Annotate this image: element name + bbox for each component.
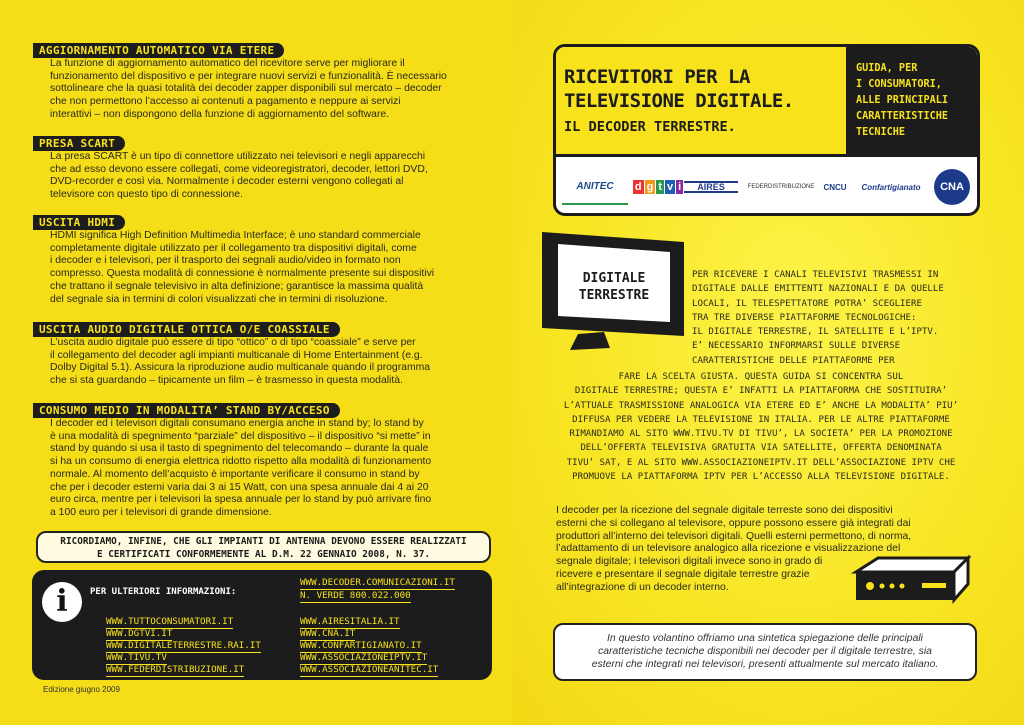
toll-free-number[interactable]: N. VERDE 800.022.000 [300, 590, 411, 601]
section-title-auto-update: AGGIORNAMENTO AUTOMATICO VIA ETERE [33, 43, 284, 58]
subtitle: IL DECODER TERRESTRE. [564, 119, 736, 135]
link-tivu[interactable]: WWW.TIVU.TV [106, 652, 167, 663]
text-line: segnale digitale; i televisori digitali invece sono in grado di [556, 556, 823, 568]
text-line: stand by quando si usa il tasto di spegnimento del telecomando – durante la quale [50, 443, 429, 455]
caps-line: DIGITALE DALLE EMITTENTI NAZIONALI E DA QUELLE [692, 284, 944, 295]
text-line: i decoder e i televisori, per il trasporto dei segnali audio/video in formato non [50, 255, 401, 267]
section-body-hdmi [50, 230, 490, 306]
text-line: il collegamento del decoder agli impianti multicanale di Home Entertainment (e.g. [50, 349, 423, 361]
logo-cncu: CNCU [823, 182, 847, 192]
platforms-detail [552, 370, 970, 484]
text-line: che si sta guardando – tipicamente un film – è trasmesso in questa modalità. [50, 375, 403, 387]
text-line: euro circa, mentre per i televisori la spesa annuale per lo stand by può arrivare fino [50, 494, 432, 506]
section-title-audio-output: USCITA AUDIO DIGITALE OTTICA O/E COASSIALE [33, 322, 340, 337]
logo-dgtvi [634, 169, 682, 205]
text-line: completamente digitale utilizzato per il collegamento tra dispositivi digitali, come [50, 242, 417, 254]
logo-dgtvi-letter: g [646, 181, 654, 193]
link-federdistribuzione[interactable]: WWW.FEDERDISTRIBUZIONE.IT [106, 664, 245, 675]
link-tuttoconsumatori[interactable]: WWW.TUTTOCONSUMATORI.IT [106, 616, 234, 627]
link-cna[interactable]: WWW.CNA.IT [300, 628, 356, 639]
text-line: Dolby Digital 5.1). Assicura la riproduzione audio multicanale quando il programma [50, 362, 431, 374]
tv-screen-label [560, 270, 668, 304]
caps-line: RIMANDIAMO AL SITO WWW.TIVU.TV DI TIVU’, LA SOCIETA’ PER LA PROMOZIONE [569, 429, 953, 440]
guide-tagline [846, 47, 977, 157]
text-line: l’adattamento di un televisore analogico alla ricezione e visualizzazione del [556, 543, 901, 555]
edition-date: Edizione giugno 2009 [43, 685, 120, 694]
section-body-scart [50, 151, 490, 202]
section-title-standby: CONSUMO MEDIO IN MODALITA’ STAND BY/ACCESO [33, 403, 340, 418]
notice-line: E CERTIFICATI CONFORMEMENTE AL D.M. 22 GENNAIO 2008, N. 37. [96, 549, 430, 560]
logo-dgtvi-letter: d [634, 181, 642, 193]
text-line: che per i decoder esterni varia dai 3 ai 15 Watt, con una spesa annuale dai 4 ai 20 [50, 481, 429, 493]
text-line: funzionamento del dispositivo e per integrare nuovi servizi e funzionalità. È necessario [50, 70, 447, 82]
tv-stand [570, 332, 610, 350]
text-line: La presa SCART è un tipo di connettore utilizzato nei televisori e negli apparecchi [50, 151, 426, 162]
title-band [556, 47, 977, 157]
logo-confartigianato: Confartigianato [861, 182, 921, 192]
text-line: sottolineare che la quasi totalità dei decoder zapper disponibili sul mercato – decoder [50, 83, 442, 95]
caps-line: PER RICEVERE I CANALI TELEVISIVI TRASMESSI IN [692, 270, 939, 280]
section-body-auto-update [50, 58, 490, 122]
notice-line: RICORDIAMO, INFINE, CHE GLI IMPIANTI DI ANTENNA DEVONO ESSERE REALIZZATI [60, 536, 467, 547]
text-line: L’uscita audio digitale può essere di tipo “ottico” o di tipo “coassiale” e serve per [50, 337, 416, 348]
platforms-intro [692, 268, 944, 368]
logo-cna: CNA [934, 169, 970, 205]
text-line: all’integrazione di un decoder interno. [556, 581, 729, 593]
logo-dgtvi-letter: t [658, 181, 662, 193]
info-icon: i [42, 582, 82, 622]
text-line: DVD-recorder e così via. Normalmente i decoder esterni vengono collegati al [50, 176, 404, 188]
link-dgtvi[interactable]: WWW.DGTVI.IT [106, 628, 173, 639]
more-info-box [32, 570, 492, 680]
caps-line: L’ATTUALE TRASMISSIONE ANALOGICA VIA ETERE ED E’ ANCHE LA MODALITA’ PIU’ [563, 400, 959, 411]
logo-anitec: ANITEC [562, 169, 628, 205]
text-line: normale. Al momento dell’acquisto è importante verificare il consumo in stand by [50, 468, 420, 480]
section-body-standby [50, 418, 490, 520]
link-associazioneiptv[interactable]: WWW.ASSOCIAZIONEIPTV.IT [300, 652, 428, 663]
text-line: che ad esso devono essere collegati, come videoregistratori, decoder, lettori DVD, [50, 163, 428, 175]
summary-line: caratteristiche tecniche disponibili nei decoder per il digitale terrestre, sia [598, 646, 932, 657]
caps-line: DELL’OFFERTA TELEVISIVA GRATUITA VIA SATELLITE, OFFERTA DENOMINATA [580, 443, 942, 454]
text-line: interattivi – non dispongono della funzione di aggiornamento del software. [50, 108, 390, 120]
text-line: I decoder per la ricezione del segnale digitale terreste sono dei dispositivi [556, 505, 893, 516]
summary-line: esterni che integrati nei televisori, presenti attualmente sul mercato italiano. [591, 659, 939, 670]
text-line: produttori all’interno dei televisori digitali. Quelli esterni permettono, di norma, [556, 530, 912, 542]
decoder-button [866, 582, 874, 590]
caps-line: TIVU’ SAT, E AL SITO WWW.ASSOCIAZIONEIPTV.IT DELL’ASSOCIAZIONE IPTV CHE [566, 457, 956, 468]
tagline-line: I CONSUMATORI, [856, 79, 942, 90]
section-body-audio-output [50, 337, 490, 388]
main-title-line: RICEVITORI PER LA [564, 66, 750, 88]
text-line: è una modalità di spegnimento “parziale” del dispositivo – il dispositivo “si mette” in [50, 430, 431, 442]
link-confartigianato[interactable]: WWW.CONFARTIGIANATO.IT [300, 640, 422, 651]
decoder-button [880, 584, 885, 589]
text-line: I decoder ed i televisori digitali consumano energia anche in stand by; lo stand by [50, 418, 424, 429]
decoder-top [856, 558, 968, 572]
tagline-line: GUIDA, PER [856, 63, 918, 74]
link-decoder-comunicazioni[interactable]: WWW.DECODER.COMUNICAZIONI.IT [300, 577, 455, 588]
caps-line: IL DIGITALE TERRESTRE, IL SATELLITE E L’IPTV. [692, 327, 939, 338]
antenna-notice-box [36, 531, 491, 563]
text-line: televisore con questo tipo di connessione. [50, 189, 243, 201]
caps-line: LOCALI, IL TELESPETTATORE POTRA’ SCEGLIERE [692, 298, 922, 309]
leaflet-summary-box [553, 623, 977, 681]
text-line: che non permettono l’accesso ai contenuti a pagamento e neppure ai servizi [50, 96, 401, 108]
tv-label-line: DIGITALE [582, 271, 646, 286]
link-associazioneanitec[interactable]: WWW.ASSOCIAZIONEANITEC.IT [300, 664, 439, 675]
decoder-button [900, 584, 905, 589]
caps-line: E’ NECESSARIO INFORMARSI SULLE DIVERSE [692, 341, 901, 352]
decoder-button [890, 584, 895, 589]
text-line: che trattano il segnale televisivo in alta definizione; garantisce la massima qualità [50, 280, 424, 292]
text-line: del segnale sia in termini di colori visualizzati che in termini di risoluzione. [50, 293, 388, 305]
caps-line: CARATTERISTICHE DELLE PIATTAFORME PER [692, 355, 895, 366]
tagline-line: CARATTERISTICHE [856, 111, 949, 122]
text-line: si ha un consumo di energia elettrica ridotto rispetto alla modalità di funzionamento [50, 456, 432, 468]
main-title [564, 65, 794, 113]
text-line: HDMI significa High Definition Multimedia Interface; è uno standard commerciale [50, 230, 421, 241]
logo-dgtvi-letter: v [666, 181, 674, 193]
caps-line: FARE LA SCELTA GIUSTA. QUESTA GUIDA SI CONCENTRA SUL [618, 372, 904, 382]
logo-aires: AIRES [684, 181, 738, 193]
text-line: a 100 euro per i televisori di grande dimensione. [50, 506, 272, 518]
decoder-display [922, 583, 946, 588]
tagline-line: ALLE PRINCIPALI [856, 95, 949, 106]
section-title-scart: PRESA SCART [33, 136, 125, 151]
caps-line: PROMUOVE LA PIATTAFORMA IPTV PER L’ACCESSO ALLA TELEVISIONE DIGITALE. [572, 472, 950, 483]
tagline-line: TECNICHE [856, 127, 906, 138]
caps-line: TRA TRE DIVERSE PIATTAFORME TECNOLOGICHE: [692, 312, 917, 323]
section-title-hdmi: USCITA HDMI [33, 215, 125, 230]
text-line: esterni che si collegano al televisore, oppure possono essere già integrati dai [556, 517, 911, 529]
summary-line: In questo volantino offriamo una sintetica spiegazione delle principali [607, 633, 923, 644]
logo-dgtvi-letter: i [678, 181, 682, 193]
caps-line: DIFFUSA PER VEDERE LA TELEVISIONE IN ITALIA. PER LE ALTRE PIATTAFORME [572, 414, 950, 425]
info-heading: PER ULTERIORI INFORMAZIONI: [90, 587, 237, 597]
link-airesitalia[interactable]: WWW.AIRESITALIA.IT [300, 616, 400, 627]
text-line: compresso. Questa modalità di connessione è normalmente presente sui dispositivi [50, 268, 435, 280]
decoder-box-illustration [850, 554, 972, 606]
logo-federdistribuzione: FEDERDISTRIBUZIONE [747, 184, 815, 190]
text-line: La funzione di aggiornamento automatico del ricevitore serve per migliorare il [50, 58, 405, 69]
tv-label-line: TERRESTRE [578, 288, 650, 303]
cover-title-box [553, 44, 980, 216]
main-title-line: TELEVISIONE DIGITALE. [564, 90, 794, 112]
text-line: ricevere e presentare il segnale digitale terrestre grazie [556, 568, 810, 580]
link-digitaleterrestre-rai[interactable]: WWW.DIGITALETERRESTRE.RAI.IT [106, 640, 261, 651]
caps-line: DIGITALE TERRESTRE; QUESTA E’ INFATTI LA PIATTAFORMA CHE SOSTITUIRA’ [574, 386, 948, 397]
